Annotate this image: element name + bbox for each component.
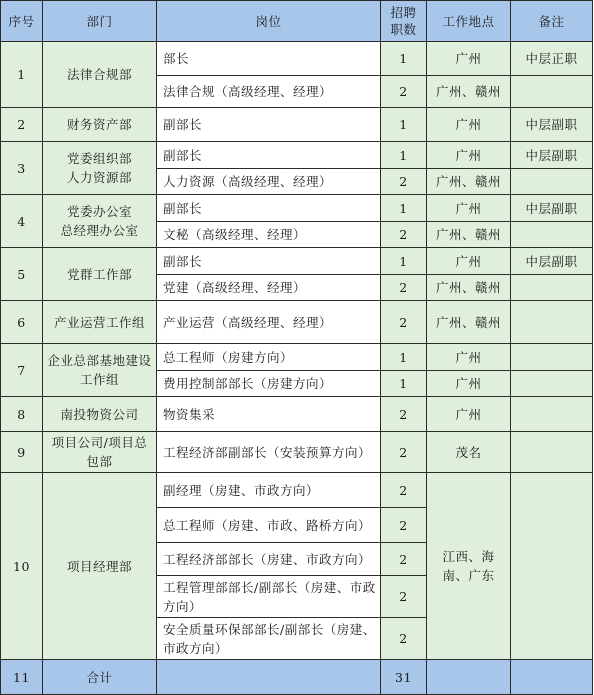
row-number: 11 (1, 660, 43, 695)
position-cell: 工程管理部部长/副部长（房建、市政方向） (157, 576, 381, 618)
position-cell: 人力资源（高级经理、经理） (157, 169, 381, 195)
col-header-count: 招聘职数 (381, 1, 427, 42)
note-cell: 中层副职 (511, 195, 593, 222)
location-cell: 广州、赣州 (427, 222, 511, 248)
dept-cell: 南投物资公司 (43, 397, 157, 432)
position-cell: 费用控制部部长（房建方向） (157, 371, 381, 397)
position-cell: 副经理（房建、市政方向） (157, 473, 381, 508)
location-cell: 广州 (427, 195, 511, 222)
position-cell: 工程经济部副部长（安装预算方向） (157, 432, 381, 473)
dept-cell: 项目公司/项目总包部 (43, 432, 157, 473)
count-cell: 2 (381, 432, 427, 473)
count-cell: 2 (381, 618, 427, 660)
position-cell: 文秘（高级经理、经理） (157, 222, 381, 248)
count-cell: 1 (381, 371, 427, 397)
location-cell: 广州、赣州 (427, 301, 511, 344)
table-row (1, 473, 593, 508)
total-note-empty (511, 660, 593, 695)
table-header-row (1, 1, 593, 42)
note-cell (511, 397, 593, 432)
count-cell: 1 (381, 108, 427, 142)
row-number: 2 (1, 108, 43, 142)
count-cell: 1 (381, 195, 427, 222)
note-cell (511, 344, 593, 371)
dept-cell: 党委组织部 人力资源部 (43, 142, 157, 195)
table-body (1, 42, 593, 695)
table-row (1, 248, 593, 275)
count-cell: 2 (381, 543, 427, 576)
note-cell (511, 473, 593, 660)
count-cell: 1 (381, 248, 427, 275)
count-cell: 1 (381, 344, 427, 371)
position-cell: 物资集采 (157, 397, 381, 432)
note-cell: 中层正职 (511, 42, 593, 76)
note-cell (511, 222, 593, 248)
row-number: 9 (1, 432, 43, 473)
location-cell: 广州、赣州 (427, 169, 511, 195)
table-row (1, 397, 593, 432)
total-position-empty (157, 660, 381, 695)
count-cell: 2 (381, 76, 427, 108)
count-cell: 2 (381, 473, 427, 508)
note-cell: 中层副职 (511, 108, 593, 142)
dept-cell: 财务资产部 (43, 108, 157, 142)
location-cell: 广州 (427, 42, 511, 76)
row-number: 6 (1, 301, 43, 344)
count-cell: 1 (381, 142, 427, 169)
location-cell: 广州 (427, 371, 511, 397)
row-number: 1 (1, 42, 43, 108)
row-number: 3 (1, 142, 43, 195)
dept-cell: 党委办公室 总经理办公室 (43, 195, 157, 248)
position-cell: 党建（高级经理、经理） (157, 275, 381, 301)
table-total-row (1, 660, 593, 695)
count-cell: 2 (381, 576, 427, 618)
position-cell: 总工程师（房建、市政、路桥方向） (157, 508, 381, 543)
count-cell: 2 (381, 397, 427, 432)
col-header-location: 工作地点 (427, 1, 511, 42)
position-cell: 部长 (157, 42, 381, 76)
col-header-no: 序号 (1, 1, 43, 42)
location-cell: 广州 (427, 248, 511, 275)
col-header-position: 岗位 (157, 1, 381, 42)
position-cell: 总工程师（房建方向） (157, 344, 381, 371)
location-cell: 广州 (427, 108, 511, 142)
count-cell: 2 (381, 275, 427, 301)
dept-cell: 产业运营工作组 (43, 301, 157, 344)
dept-cell: 法律合规部 (43, 42, 157, 108)
total-location-empty (427, 660, 511, 695)
row-number: 10 (1, 473, 43, 660)
table-row (1, 195, 593, 222)
location-cell: 广州、赣州 (427, 275, 511, 301)
note-cell (511, 76, 593, 108)
table-row (1, 301, 593, 344)
position-cell: 安全质量环保部部长/副部长（房建、市政方向） (157, 618, 381, 660)
dept-cell: 党群工作部 (43, 248, 157, 301)
note-cell (511, 432, 593, 473)
total-label: 合计 (43, 660, 157, 695)
location-cell: 广州 (427, 397, 511, 432)
location-cell: 广州 (427, 344, 511, 371)
note-cell (511, 275, 593, 301)
position-cell: 法律合规（高级经理、经理） (157, 76, 381, 108)
col-header-note: 备注 (511, 1, 593, 42)
col-header-dept: 部门 (43, 1, 157, 42)
dept-cell: 企业总部基地建设工作组 (43, 344, 157, 397)
table-row (1, 432, 593, 473)
location-cell: 茂名 (427, 432, 511, 473)
row-number: 5 (1, 248, 43, 301)
table-row (1, 42, 593, 76)
count-cell: 2 (381, 508, 427, 543)
position-cell: 产业运营（高级经理、经理） (157, 301, 381, 344)
row-number: 7 (1, 344, 43, 397)
total-count: 31 (381, 660, 427, 695)
note-cell (511, 169, 593, 195)
note-cell: 中层副职 (511, 248, 593, 275)
note-cell: 中层副职 (511, 142, 593, 169)
count-cell: 2 (381, 301, 427, 344)
location-cell: 广州、赣州 (427, 76, 511, 108)
position-cell: 工程经济部部长（房建、市政方向） (157, 543, 381, 576)
count-cell: 2 (381, 169, 427, 195)
note-cell (511, 301, 593, 344)
count-cell: 2 (381, 222, 427, 248)
position-cell: 副部长 (157, 108, 381, 142)
row-number: 8 (1, 397, 43, 432)
position-cell: 副部长 (157, 142, 381, 169)
dept-cell: 项目经理部 (43, 473, 157, 660)
table-row (1, 142, 593, 169)
position-cell: 副部长 (157, 248, 381, 275)
location-cell: 广州 (427, 142, 511, 169)
note-cell (511, 371, 593, 397)
count-cell: 1 (381, 42, 427, 76)
location-cell: 江西、海南、广东 (427, 473, 511, 660)
table-row (1, 344, 593, 371)
table-row (1, 108, 593, 142)
position-cell: 副部长 (157, 195, 381, 222)
row-number: 4 (1, 195, 43, 248)
